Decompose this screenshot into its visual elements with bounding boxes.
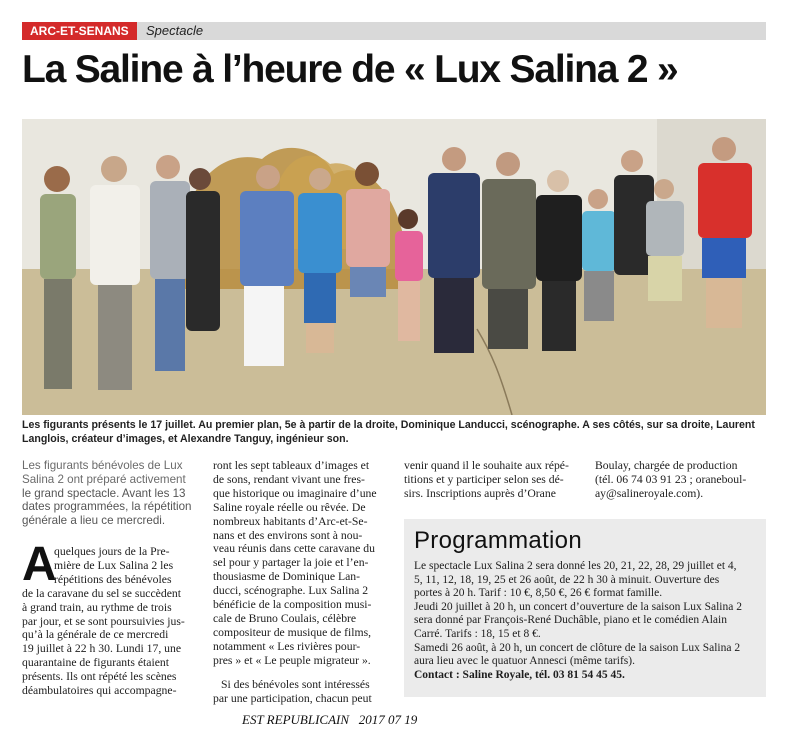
lead-line: Les figurants bénévoles de Lux [22, 459, 183, 472]
text-line: sel pour y partager la joie et l’en- [213, 556, 369, 570]
text-line: thousiasme de Dominique Lan- [213, 570, 361, 584]
text-line: (tél. 06 74 03 91 23 ; oraneboul- [595, 472, 747, 486]
lead-line: dates programmées, la répétition [22, 500, 192, 514]
text-line: par jour, et se sont poursuivies jus- [22, 614, 185, 628]
text-line: présents. Ils ont répété les scènes [22, 670, 177, 684]
lead-paragraph [22, 459, 198, 528]
text-line: sera donné par François-René Duchâble, piano et le comédien Alain [414, 614, 727, 627]
lead-line: le grand spectacle. Avant les 13 [22, 486, 186, 500]
text-line: mière de Lux Salina 2 les [54, 558, 174, 572]
text-line: nombreux habitants d’Arc-et-Se- [213, 514, 368, 528]
article-column-2 [213, 459, 393, 705]
lead-line: générale a lieu ce mercredi. [22, 514, 166, 528]
text-line: nans et des environs sont à nou- [213, 528, 363, 542]
rubrique-label: Spectacle [146, 23, 204, 38]
text-line: titions et y participer selon ses dé- [404, 472, 564, 486]
text-line: Si des bénévoles sont intéressés [221, 677, 370, 691]
text-line: quelques jours de la Pre- [54, 545, 170, 558]
drop-cap: A [22, 538, 57, 591]
text-line: de sons, rendant vivant une fres- [213, 472, 365, 486]
text-line: Samedi 26 août, à 20 h, un concert de clôture de la saison Lux Salina 2 [414, 641, 741, 654]
text-line: notamment « Les rivières pour- [213, 639, 361, 653]
text-line: par une participation, chacun peut [213, 691, 372, 705]
group-photo-illustration [22, 119, 766, 415]
headline: La Saline à l’heure de « Lux Salina 2 » [22, 48, 678, 91]
lead-line: Salina 2 ont préparé activement [22, 472, 186, 486]
text-line [213, 668, 393, 678]
photo-caption [22, 418, 766, 446]
article-column-3 [404, 459, 584, 501]
text-line: venir quand il le souhaite aux répé- [404, 459, 569, 472]
programmation-title: Programmation [414, 527, 582, 554]
text-line: Boulay, chargée de production [595, 459, 738, 472]
caption-line: Les figurants présents le 17 juillet. Au premier plan, 5e à partir de la droite, Dominique Landucci, scénographe. A ses côtés, sur sa droite, Laurent [22, 419, 755, 431]
text-line: pres » et « Le peuple migrateur ». [213, 653, 371, 667]
text-line: cale de Bruno Coulais, célèbre [213, 611, 357, 625]
text-line: Carré. Tarifs : 18, 15 et 8 €. [414, 627, 541, 640]
text-line: 19 juillet à 22 h 30. Lundi 17, une [22, 642, 182, 656]
kicker-label: ARC-ET-SENANS [22, 22, 137, 40]
text-line: portes à 20 h. Tarif : 10 €, 8,50 €, 26 € format famille. [414, 587, 663, 600]
text-line: déambulatoires qui accompagne- [22, 684, 177, 698]
text-line: à grand train, au rythme de trois [22, 600, 172, 614]
text-line: Jeudi 20 juillet à 20 h, un concert d’ouverture de la saison Lux Salina 2 [414, 600, 742, 613]
text-line: de la caravane du sel se succèdent [22, 586, 181, 600]
caption-line: Langlois, créateur d’images, et Alexandre Tanguy, ingénieur son. [22, 433, 349, 445]
text-line: ducci, scénographe. Lux Salina 2 [213, 584, 369, 598]
text-line: sirs. Inscriptions auprès d’Orane [404, 486, 556, 500]
group-photo [22, 119, 766, 415]
text-line: veau réunis dans cette caravane du [213, 542, 375, 556]
article-column-4 [595, 459, 767, 501]
source-credit: EST REPUBLICAIN 2017 07 19 [242, 712, 418, 727]
text-line: quarantaine de figurants étaient [22, 656, 170, 670]
text-line: ront les sept tableaux d’images et [213, 459, 370, 472]
programmation-text [414, 560, 742, 682]
contact-line: Contact : Saline Royale, tél. 03 81 54 45 45. [414, 668, 625, 681]
text-line: qu’à la générale de ce mercredi [22, 628, 169, 642]
text-line: Saline royale réelle ou rêvée. De [213, 500, 366, 514]
text-line: répétitions des bénévoles [54, 572, 172, 586]
text-line: aura lieu avec le quatuor Annesci (même tarifs). [414, 655, 635, 668]
article-column-1 [22, 538, 198, 698]
text-line: Le spectacle Lux Salina 2 sera donné les 20, 21, 22, 28, 29 juillet et 4, [414, 560, 737, 572]
text-line: bénéficie de la composition musi- [213, 598, 372, 612]
text-line: compositeur de musique de films, [213, 625, 372, 639]
text-line: que historique ou imaginaire d’une [213, 486, 377, 500]
text-line: 5, 11, 12, 18, 19, 25 et 26 août, de 22 h 30 à minuit. Ouverture des [414, 573, 720, 586]
text-line: ay@salineroyale.com). [595, 486, 704, 500]
